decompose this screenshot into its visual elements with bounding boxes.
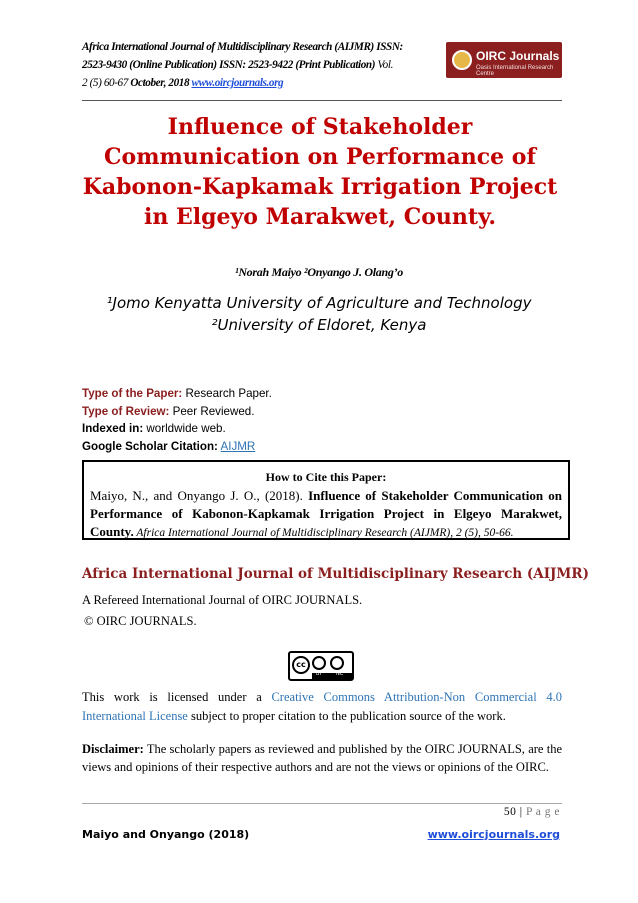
- noncommercial-icon: [330, 656, 344, 670]
- citation-text: [90, 487, 562, 542]
- page-number-value: 50: [503, 806, 517, 818]
- review-type: [82, 403, 562, 421]
- scholar-citation: [82, 438, 562, 456]
- review-type-value: Peer Reviewed.: [169, 404, 255, 418]
- affiliation-1: ¹Jomo Kenyatta University of Agriculture and Technology: [106, 294, 532, 312]
- paper-type: [82, 385, 562, 403]
- journal-header-text: [82, 38, 442, 92]
- citation-heading: How to Cite this Paper:: [265, 470, 387, 484]
- header-issue: 2 (5) 60-67: [82, 77, 128, 89]
- journal-name: Africa International Journal of Multidisciplinary Research (AIJMR): [82, 566, 589, 582]
- license-statement: [82, 688, 562, 726]
- attribution-icon: [312, 656, 326, 670]
- disclaimer-text: The scholarly papers as reviewed and published by the OIRC JOURNALS, are the views and opinions of their respective authors and are not the views or opinions of the OIRC.: [82, 742, 562, 774]
- disclaimer: [82, 740, 562, 776]
- page-number-sep: |: [516, 806, 526, 818]
- review-type-label: Type of Review:: [82, 404, 170, 418]
- creative-commons-badge[interactable]: [288, 651, 354, 681]
- logo-banner: [446, 42, 562, 78]
- disclaimer-label: Disclaimer:: [82, 742, 144, 756]
- citation-source: Africa International Journal of Multidisciplinary Research (AIJMR), 2 (5), 50-66.: [133, 527, 514, 539]
- logo-globe-icon: [452, 50, 472, 70]
- logo-name: OIRC Journals: [476, 49, 560, 63]
- footer-divider: [82, 803, 562, 804]
- indexed-label: Indexed in:: [82, 422, 144, 435]
- copyright-line: © OIRC JOURNALS.: [84, 614, 197, 628]
- cc-nc-label: NC: [336, 671, 344, 677]
- logo-subtitle: Oasis International Research Centre: [476, 65, 554, 77]
- paper-type-label: Type of the Paper:: [82, 387, 183, 400]
- scholar-label: Google Scholar Citation:: [82, 439, 218, 453]
- footer-url-link[interactable]: www.oircjournals.org: [427, 828, 560, 841]
- page-label: P a g e: [525, 806, 560, 818]
- cc-badge-bar: [312, 673, 352, 679]
- header-divider: [82, 100, 562, 101]
- paper-type-value: Research Paper.: [182, 387, 272, 400]
- license-link[interactable]: Creative Commons Attribution-Non Commercial 4.0 International License: [82, 690, 563, 723]
- affiliation-2: ²University of Eldoret, Kenya: [211, 316, 427, 334]
- paper-title: Influence of Stakeholder Communication on Performance of Kabonon-Kapkamak Irrigation Project in Elgeyo Marakwet, County.: [82, 114, 558, 230]
- citation-authors: Maiyo, N., and Onyango J. O., (2018).: [90, 488, 309, 503]
- journal-description: A Refereed International Journal of OIRC JOURNALS.: [82, 593, 363, 607]
- running-header: [82, 38, 562, 100]
- footer-authors: Maiyo and Onyango (2018): [82, 828, 250, 841]
- citation-title: Influence of Stakeholder Communication on Performance of Kabonon-Kapkamak Irrigation Project in Elgeyo Marakwet, County.: [90, 488, 562, 539]
- header-date: October, 2018: [127, 77, 192, 89]
- indexed-value: worldwide web.: [143, 422, 226, 435]
- indexed-in: [82, 420, 562, 438]
- oirc-logo: [446, 38, 562, 96]
- header-line-2: 2523-9430 (Online Publication) ISSN: 2523-9422 (Print Publication): [82, 59, 376, 71]
- header-line-1: Africa International Journal of Multidisciplinary Research (AIJMR) ISSN:: [82, 41, 403, 53]
- citation-box: [82, 460, 570, 540]
- scholar-link[interactable]: AIJMR: [220, 439, 256, 453]
- author-list: ¹Norah Maiyo ²Onyango J. Olang’o: [235, 265, 403, 279]
- header-url-link[interactable]: www.oircjournals.org: [191, 77, 284, 89]
- paper-metadata: [82, 385, 562, 455]
- license-pre: This work is licensed under a: [82, 690, 272, 704]
- cc-by-label: BY: [316, 671, 323, 677]
- cc-icon: cc: [292, 656, 310, 674]
- license-post: subject to proper citation to the publication source of the work.: [187, 709, 506, 723]
- page-number: [504, 806, 560, 818]
- header-vol: Vol.: [375, 59, 393, 71]
